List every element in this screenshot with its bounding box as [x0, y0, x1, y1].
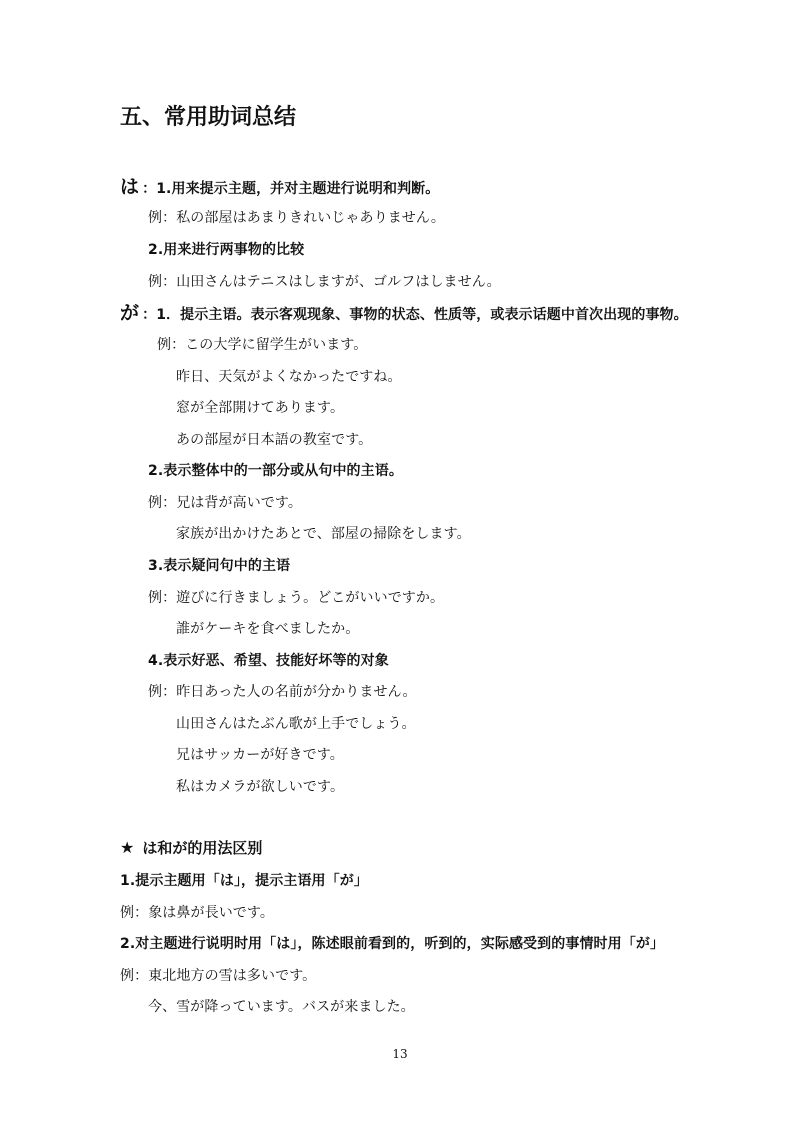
comparison-heading [120, 838, 262, 858]
ga-example-3a: 例：遊びに行きましょう。どこがいいですか。 [148, 590, 445, 606]
star-icon: ★ [120, 838, 135, 857]
ga-example-1c: 窓が全部開けてあります。 [176, 400, 345, 416]
comparison-example-1: 例：象は鼻が長いです。 [120, 905, 274, 921]
ga-item-3: 3.表示疑问句中的主语 [148, 558, 291, 574]
ga-example-4c: 兄はサッカーが好きです。 [176, 747, 344, 763]
ga-example-2b: 家族が出かけたあとで、部屋の掃除をします。 [176, 526, 471, 542]
comparison-point-1: 1.提示主题用「は」，提示主语用「が」 [120, 873, 368, 889]
page-number: 13 [392, 1047, 408, 1061]
ga-item-2: 2.表示整体中的一部分或从句中的主语。 [148, 463, 403, 479]
ga-example-4a: 例：昨日あった人の名前が分かりません。 [148, 684, 417, 700]
wa-particle: は [120, 176, 140, 198]
comparison-point-2: 2.对主题进行说明时用「は」，陈述眼前看到的，听到的，实际感受到的事情时用「が」 [120, 936, 665, 952]
comparison-example-2b: 今、雪が降っています。バスが来ました。 [148, 999, 415, 1015]
comparison-heading-text: は和が的用法区别 [142, 839, 263, 857]
ga-item-1-text: ：1．提示主语。表示客观现象、事物的状态、性质等，或表示话题中首次出现的事物。 [142, 307, 688, 323]
ga-example-4b: 山田さんはたぶん歌が上手でしょう。 [176, 716, 416, 732]
ga-example-4d: 私はカメラが欲しいです。 [176, 779, 345, 795]
ga-example-2a: 例：兄は背が高いです。 [148, 495, 302, 511]
ga-example-1d: あの部屋が日本語の教室です。 [176, 432, 373, 448]
wa-item-1-text: ：1.用来提示主题，并对主题进行说明和判断。 [142, 181, 440, 197]
wa-example-1: 例：私の部屋はあまりきれいじゃありません。 [148, 210, 445, 226]
ga-item-4: 4.表示好恶、希望、技能好坏等的对象 [148, 653, 389, 669]
ga-example-3b: 誰がケーキを食べましたか。 [176, 621, 360, 637]
page-title: 五、常用助词总结 [120, 105, 297, 130]
wa-item-1 [120, 178, 439, 198]
ga-item-1 [120, 304, 688, 324]
ga-example-1a: 例：この大学に留学生がいます。 [157, 337, 368, 353]
wa-example-2: 例：山田さんはテニスはしますが、ゴルフはしません。 [148, 274, 501, 290]
ga-particle: が [120, 302, 140, 324]
ga-example-1b: 昨日、天気がよくなかったですね。 [176, 369, 402, 385]
comparison-example-2a: 例：東北地方の雪は多いです。 [120, 968, 317, 984]
wa-item-2: 2.用来进行两事物的比较 [148, 242, 305, 258]
